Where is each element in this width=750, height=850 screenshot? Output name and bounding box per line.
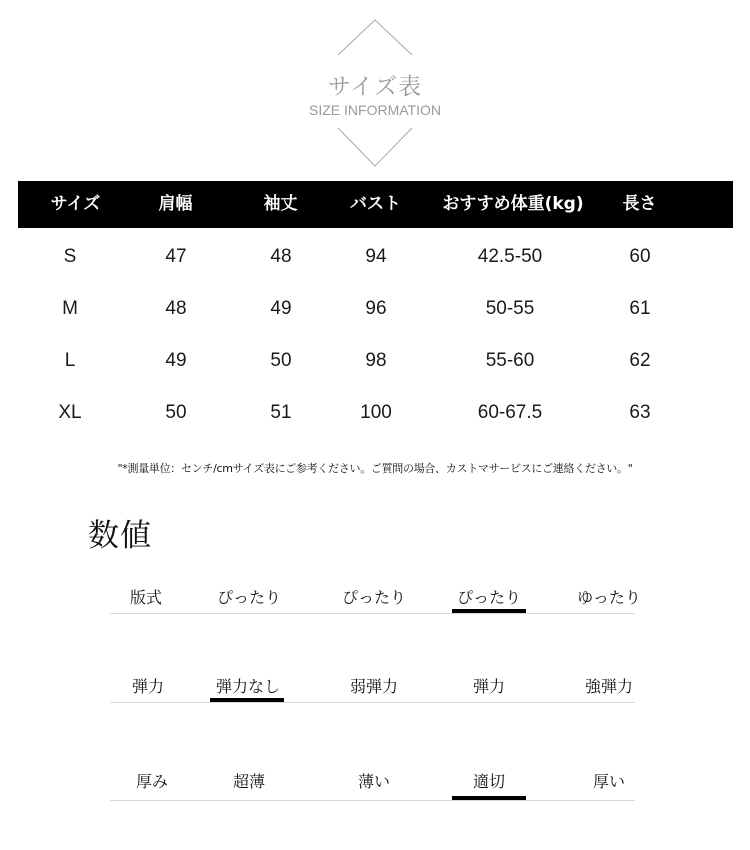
diamond-bottom-chevron — [338, 128, 412, 166]
spec-label-fit: 版式 — [129, 588, 162, 607]
spec-option: 超薄 — [232, 772, 265, 791]
size-chart-title: サイズ表 — [327, 74, 423, 100]
table-cell: S — [63, 246, 77, 267]
table-cell: 48 — [165, 298, 187, 319]
header-sleeve: 袖丈 — [263, 194, 298, 214]
spec-row-divider — [110, 702, 635, 703]
selected-underline — [210, 698, 284, 702]
table-cell: M — [62, 298, 78, 319]
spec-label-stretch: 弾力 — [131, 677, 164, 696]
header-shoulder: 肩幅 — [158, 194, 193, 214]
spec-option-selected: ぴったり — [456, 588, 521, 607]
spec-row-divider — [110, 800, 635, 801]
header-bust: バスト — [350, 194, 401, 214]
table-cell: 62 — [629, 350, 651, 371]
spec-option: ぴったり — [341, 588, 406, 607]
table-cell: 50 — [165, 402, 187, 423]
table-cell: 50 — [270, 350, 292, 371]
table-cell: 48 — [270, 246, 292, 267]
table-cell: XL — [58, 402, 82, 423]
spec-option: 弾力 — [472, 677, 505, 696]
table-cell: L — [64, 350, 76, 371]
spec-label-thickness: 厚み — [135, 772, 168, 791]
header-weight: おすすめ体重(kg) — [442, 194, 584, 214]
spec-row-divider — [110, 613, 635, 614]
spec-option: ぴったり — [216, 588, 281, 607]
spec-option: 薄い — [357, 772, 390, 791]
table-cell: 60-67.5 — [477, 402, 543, 423]
table-cell: 49 — [270, 298, 292, 319]
table-cell: 49 — [165, 350, 187, 371]
table-cell: 60 — [629, 246, 651, 267]
spec-section-title: 数値 — [88, 518, 152, 554]
spec-option: 厚い — [592, 772, 625, 791]
header-size: サイズ — [50, 194, 101, 214]
header-length: 長さ — [622, 194, 657, 214]
spec-option: 強弾力 — [584, 677, 633, 696]
table-cell: 42.5-50 — [477, 246, 543, 267]
table-cell: 47 — [165, 246, 187, 267]
spec-option: 弱弾力 — [349, 677, 398, 696]
size-chart-subtitle: SIZE INFORMATION — [309, 102, 441, 118]
spec-option-selected: 適切 — [472, 772, 505, 791]
table-cell: 55-60 — [485, 350, 535, 371]
measurement-note: "*測量単位：センチ/cmサイズ表にご参考ください。ご質問の場合、カストマサービスにご連絡ください。" — [117, 462, 633, 475]
diamond-top-chevron — [338, 20, 412, 55]
table-cell: 63 — [629, 402, 651, 423]
table-cell: 96 — [365, 298, 387, 319]
table-cell: 100 — [360, 402, 392, 423]
table-cell: 50-55 — [485, 298, 535, 319]
spec-option: ゆったり — [577, 588, 641, 607]
table-cell: 61 — [629, 298, 651, 319]
selected-underline — [452, 609, 526, 613]
selected-underline — [452, 796, 526, 800]
spec-option-selected: 弾力なし — [215, 677, 280, 696]
table-cell: 51 — [270, 402, 292, 423]
table-cell: 94 — [365, 246, 387, 267]
table-cell: 98 — [365, 350, 387, 371]
